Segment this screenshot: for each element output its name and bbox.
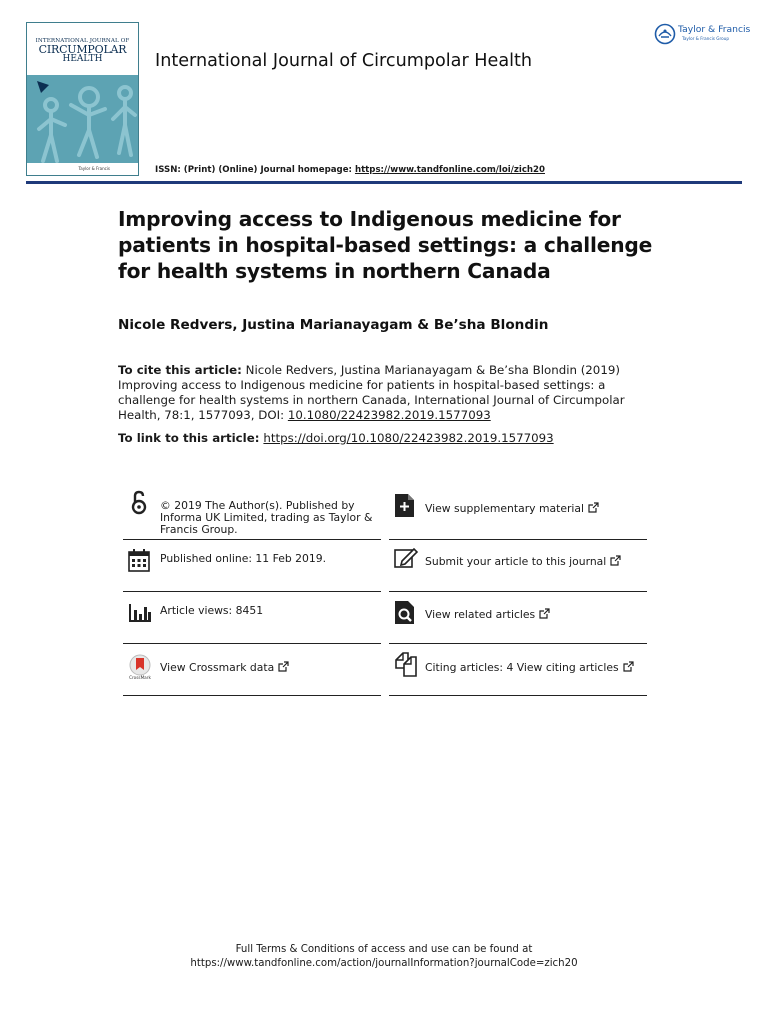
citing-articles-icon (394, 652, 420, 678)
bar-chart-icon (127, 600, 153, 626)
article-views: Article views: 8451 (160, 604, 264, 617)
calendar-icon (127, 548, 153, 574)
crossmark-caption: CrossMark (129, 675, 151, 680)
header-divider (26, 181, 742, 184)
view-related-articles-link[interactable] (425, 608, 550, 621)
supplementary-label: View supplementary material (425, 502, 585, 515)
issn-homepage-line (155, 165, 545, 175)
published-cell (123, 540, 381, 592)
cover-line-2: CIRCUMPOLAR (38, 43, 127, 56)
article-doi-link[interactable]: https://doi.org/10.1080/22423982.2019.1577093 (263, 431, 554, 445)
related-cell[interactable] (389, 592, 647, 644)
document-add-icon (394, 493, 420, 519)
submit-label: Submit your article to this journal (425, 555, 607, 568)
external-link-icon (278, 661, 289, 672)
crossmark-label: View Crossmark data (160, 661, 275, 674)
open-access-icon (127, 490, 153, 516)
publisher-name: Taylor & Francis (678, 24, 751, 35)
cell-divider (123, 695, 381, 696)
article-link-label: To link to this article: (118, 431, 260, 445)
journal-cover (26, 22, 139, 176)
cover-line-3: HEALTH (62, 54, 103, 64)
citation-doi-link[interactable]: 10.1080/22423982.2019.1577093 (287, 408, 491, 422)
citation-block (118, 363, 648, 423)
external-link-icon (539, 608, 550, 619)
published-date: Published online: 11 Feb 2019. (160, 552, 327, 565)
cover-publisher-mark: Taylor & Francis (78, 166, 110, 171)
crossmark-cell[interactable] (123, 644, 381, 696)
footer-line-1: Full Terms & Conditions of access and use can be found at (235, 944, 533, 955)
external-link-icon (610, 555, 621, 566)
search-document-icon (394, 600, 420, 626)
citing-label: Citing articles: 4 View citing articles (425, 661, 619, 674)
license-cell (123, 488, 381, 540)
cover-masthead (27, 23, 138, 75)
article-title: Improving access to Indigenous medicine for patients in hospital-based settings: a challenge for health systems in northern Canada (118, 207, 653, 283)
article-link-line (118, 431, 554, 445)
citation-label: To cite this article: (118, 363, 242, 377)
footer-terms (0, 943, 768, 971)
citing-cell[interactable] (389, 644, 647, 696)
taylor-francis-logo-icon (654, 22, 676, 46)
issn-label: ISSN: (Print) (Online) Journal homepage: (155, 165, 355, 175)
external-link-icon (623, 661, 634, 672)
cover-publisher-strip (27, 163, 138, 175)
edit-icon (394, 546, 420, 572)
cover-figures-illustration (27, 75, 139, 165)
view-citing-articles-link[interactable] (425, 661, 634, 674)
journal-homepage-link[interactable]: https://www.tandfonline.com/loi/zich20 (354, 165, 545, 175)
article-authors: Nicole Redvers, Justina Marianayagam & Be’sha Blondin (118, 317, 549, 333)
related-label: View related articles (425, 608, 536, 621)
citation-text: Nicole Redvers, Justina Marianayagam & Be’sha Blondin (2019) Improving access to Indigenous medicine for patients in hospital-based settings: a challenge for health systems in northern Canada, International Journal of Circumpolar Health, 78:1, 1577093, DOI: (118, 363, 625, 422)
cover-line-1: INTERNATIONAL JOURNAL OF (35, 38, 130, 44)
submit-article-link[interactable] (425, 555, 621, 568)
view-supplementary-link[interactable] (425, 502, 599, 515)
view-crossmark-link[interactable] (160, 661, 289, 674)
submit-cell[interactable] (389, 540, 647, 592)
cell-divider (389, 695, 647, 696)
footer-terms-link[interactable]: https://www.tandfonline.com/action/journalInformation?journalCode=zich20 (190, 958, 578, 969)
views-cell (123, 592, 381, 644)
publisher-subtitle: Taylor & Francis Group (682, 36, 730, 41)
external-link-icon (588, 502, 599, 513)
supplementary-cell[interactable] (389, 488, 647, 540)
journal-name[interactable]: International Journal of Circumpolar Health (155, 51, 533, 71)
license-text: © 2019 The Author(s). Published by Informa UK Limited, trading as Taylor & Francis Group. (160, 499, 373, 536)
